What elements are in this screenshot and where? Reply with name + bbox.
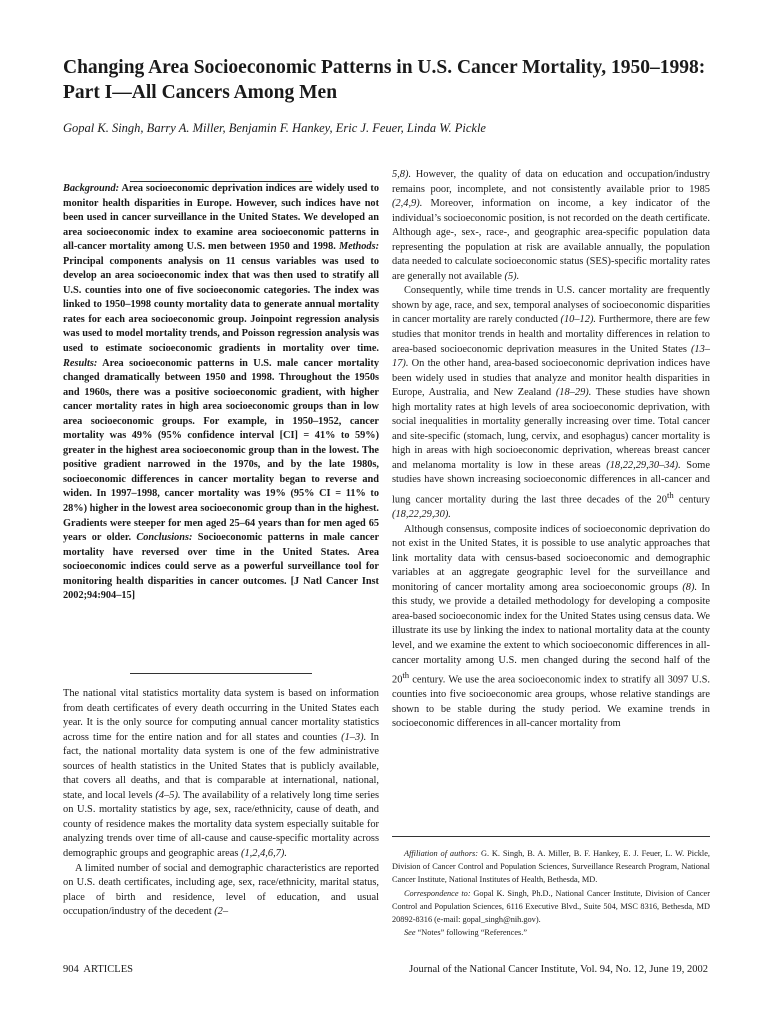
affiliation-text: G. K. Singh, B. A. Miller, B. F. Hankey, E. J. Feuer, L. W. Pickle, Division of Cancer Control and Population Sciences, Surveillance Research Program, National Cancer Institute, National Institutes of Health, Bethesda, MD. [392,849,710,885]
author-list: Gopal K. Singh, Barry A. Miller, Benjamin F. Hankey, Eric J. Feuer, Linda W. Pickle [63,121,486,135]
see-text: “Notes” following “References.” [415,928,528,938]
body-paragraph: Consequently, while time trends in U.S. cancer mortality are frequently shown by age, race, and sex, temporal analyses of socioeconomic disparities in cancer mortality are rarely conducted (10–12). Furthermore, there are few studies that monitor trends in health and mortality differences in relation to area-based socioeconomic deprivation measures in the United States (13–17). On the other hand, area-based socioeconomic deprivation indices have been widely used in studies that analyze and monitor health disparities in Europe, Australia, and New Zealand (18–29). These studies have shown high mortality rates at high levels of area socioeconomic deprivation, with social inequalities in mortality generally increasing over time. Total cancer and site-specific (stomach, lung, cervix, and esophagus) cancer mortality is high in areas with high socioeconomic deprivation, whereas breast cancer and melanoma mortality is low in these areas (18,22,29,30–34). Some studies have shown increasing socioeconomic differences in all-cancer and lung cancer mortality during the last three decades of the 20th century (18,22,29,30). [392,285,710,521]
article-title: Changing Area Socioeconomic Patterns in U.S. Cancer Mortality, 1950–1998: Part I—All Cancers Among Men [63,57,706,103]
abstract-background-label: Background: [63,183,120,194]
abstract [63,182,379,604]
body-paragraph: Although consensus, composite indices of socioeconomic deprivation do not exist in the United States, it is possible to use analytic approaches that link mortality data with census-based socioeconomic and demographic variables at an aggregate geographic level for the surveillance and monitoring of cancer mortality among area socioeconomic groups (8). In this study, we provide a detailed methodology for developing a composite area-based socioeconomic index for the United States using census data. We illustrate its use by linking the index to national mortality data at the county level, and we examine the extent to which socioeconomic differences in all-cancer mortality among U.S. men changed during the second half of the 20th century. We use the area socioeconomic index to stratify all 3097 U.S. counties into five socioeconomic area groups, whose relative standings are shown to be stable during the study period. We examine trends in socioeconomic differences in all-cancer mortality from [392,523,710,730]
body-paragraph: A limited number of social and demographic characteristics are reported on U.S. death certificates, including age, sex, race/ethnicity, marital status, place of birth and residence, level of education, and usual occupation/industry of the decedent (2– [63,862,379,918]
correspondence-label: Correspondence to: [404,888,471,898]
correspondence-text: Gopal K. Singh, Ph.D., National Cancer Institute, Division of Cancer Control and Population Sciences, 6116 Executive Blvd., Suite 504, MSC 8316, Bethesda, MD 20892-8316 (e-mail: gopal_singh@nih.gov). [392,888,710,925]
abstract-conclusions: Socioeconomic patterns in male cancer mortality have reversed over time in the United States. Area socioeconomic indices could serve as a powerful surveillance tool for monitoring health disparities in cancer outcomes. [J Natl Cancer Inst 2002;94:904–15] [63,532,380,602]
affiliation-footnote [392,847,710,939]
footer-journal-citation: Journal of the National Cancer Institute, Vol. 94, No. 12, June 19, 2002 [409,964,708,975]
left-column-body [63,687,379,920]
abstract-conclusions-label: Conclusions: [136,532,193,544]
abstract-methods: Principal components analysis on 11 census variables was used to develop an area socioeconomic index that was then used to stratify all U.S. counties into one of five socioeconomic categories. The index was linked to 1950–1998 county mortality data to generate annual mortality rates for each area socioeconomic group. Joinpoint regression analysis was used to model mortality trends, and Poisson regression analysis was used to estimate socioeconomic gradients in mortality over time. [63,255,379,355]
affiliation-label: Affiliation of authors: [404,849,479,858]
body-paragraph: 5,8). However, the quality of data on education and occupation/industry remains poor, incomplete, and not consistently available prior to 1985 (2,4,9). Moreover, information on income, a key indicator of the individual’s socioeconomic position, is not recorded on the death certificate. Although age-, sex-, race-, and geographic area-specific population data representing the population at risk are available annually, the population data needed to calculate socioeconomic status (SES)-specific mortality rates are generally not available (5). [392,169,710,282]
see-label: See [404,928,416,938]
abstract-results: Area socioeconomic patterns in U.S. male cancer mortality changed dramatically between 1950 and 1998. Throughout the 1950s and 1960s, there was a positive socioeconomic gradient, with higher cancer mortality rates in high area socioeconomic groups than in low area socioeconomic groups. For example, in 1950–1952, cancer mortality was 49% (95% confidence interval [CI] = 41% to 59%) greater in the highest area socioeconomic group than in the lowest. The positive gradient narrowed in the 1970s, and by the late 1980s, socioeconomic differences in cancer mortality began to reverse and widen. In 1997–1998, cancer mortality was 19% (95% CI = 11% to 28%) higher in the lowest area socioeconomic group than in the highest. Gradients were steeper for men aged 25–64 years than for men aged 65 years or older. [63,357,379,544]
abstract-results-label: Results: [63,357,98,369]
body-paragraph: The national vital statistics mortality data system is based on information from death certificates of every death occurring in the United States each year. It is the only source for computing annual cancer mortality statistics across time for the entire nation and for all states and counties (1–3). In fact, the national mortality data system is one of the few administrative sources of health statistics in the United States that is publicly available, that covers all deaths, and that is comparable at international, national, state, and local levels (4–5). The availability of a relatively long time series on U.S. mortality statistics by age, sex, race/ethnicity, cause of death, and county of residence makes the mortality data system especially suitable for analyzing trends over time of all-cause and cause-specific mortality across demographic groups and geographic areas (1,2,4,6,7). [63,688,379,860]
footer-page-label: 904 ARTICLES [63,964,133,975]
abstract-methods-label: Methods: [338,241,379,253]
abstract-bottom-rule [130,673,312,674]
affiliation-rule [392,836,710,837]
right-column-body [392,168,710,732]
abstract-background: Area socioeconomic deprivation indices are widely used to monitor health disparities in Europe. However, such indices have not been used in cancer surveillance in the United States. We developed an area socioeconomic index to examine area socioeconomic patterns in all-cancer mortality among U.S. men between 1950 and 1998. [63,183,379,253]
